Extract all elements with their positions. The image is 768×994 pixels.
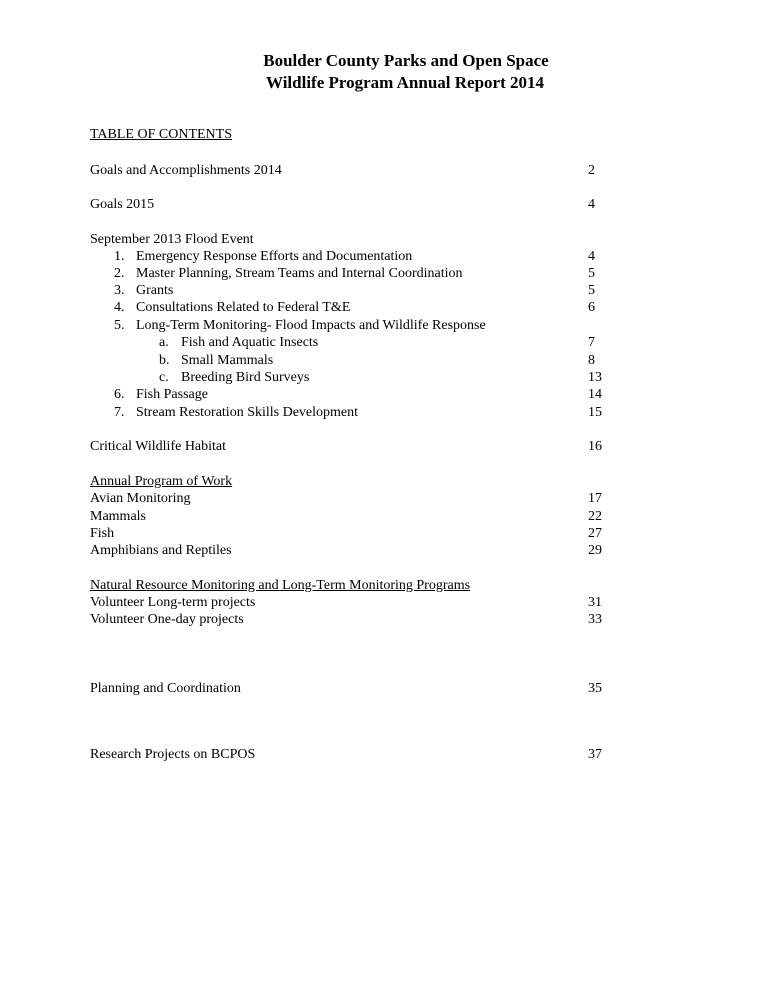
toc-numbered-entry bbox=[114, 282, 173, 299]
toc-entry-label: Research Projects on BCPOS bbox=[90, 747, 256, 762]
entry-number: 7. bbox=[114, 405, 125, 420]
toc-entry-page: 35 bbox=[588, 681, 602, 696]
toc-numbered-entry bbox=[114, 248, 412, 265]
report-title-line-1: Boulder County Parks and Open Space bbox=[263, 51, 549, 70]
toc-sub-entry bbox=[159, 334, 318, 351]
entry-label: Master Planning, Stream Teams and Internal Coordination bbox=[136, 266, 463, 281]
toc-entry-label: Critical Wildlife Habitat bbox=[90, 439, 227, 454]
entry-label: Stream Restoration Skills Development bbox=[136, 405, 359, 420]
toc-numbered-entry bbox=[114, 386, 208, 403]
toc-numbered-entry bbox=[114, 299, 350, 316]
toc-sub-entry bbox=[159, 369, 309, 386]
toc-section-heading: Natural Resource Monitoring and Long-Term Monitoring Programs bbox=[90, 578, 471, 593]
toc-entry-page: 4 bbox=[588, 249, 595, 264]
toc-entry-label: Volunteer One-day projects bbox=[90, 612, 244, 627]
toc-entry-page: 5 bbox=[588, 283, 595, 298]
toc-heading: TABLE OF CONTENTS bbox=[90, 127, 232, 142]
toc-entry-page: 8 bbox=[588, 353, 595, 368]
toc-entry-page: 6 bbox=[588, 300, 595, 315]
toc-entry-label: Amphibians and Reptiles bbox=[90, 543, 232, 558]
entry-number: 5. bbox=[114, 318, 125, 333]
toc-entry-label: Fish bbox=[90, 526, 115, 541]
toc-entry-page: 16 bbox=[588, 439, 602, 454]
entry-letter: c. bbox=[159, 370, 169, 385]
toc-entry-label: Goals 2015 bbox=[90, 197, 155, 212]
toc-entry-label: Goals and Accomplishments 2014 bbox=[90, 163, 282, 178]
toc-entry-page: 27 bbox=[588, 526, 602, 541]
toc-entry-page: 31 bbox=[588, 595, 602, 610]
toc-section-heading: September 2013 Flood Event bbox=[90, 232, 254, 247]
toc-entry-page: 37 bbox=[588, 747, 602, 762]
entry-number: 6. bbox=[114, 387, 125, 402]
entry-letter: a. bbox=[159, 335, 169, 350]
toc-entry-label: Volunteer Long-term projects bbox=[90, 595, 256, 610]
entry-number: 2. bbox=[114, 266, 125, 281]
toc-entry-page: 33 bbox=[588, 612, 602, 627]
toc-entry-page: 5 bbox=[588, 266, 595, 281]
toc-entry-page: 15 bbox=[588, 405, 602, 420]
toc-entry-page: 29 bbox=[588, 543, 602, 558]
toc-entry-page: 14 bbox=[588, 387, 602, 402]
toc-entry-page: 22 bbox=[588, 509, 602, 524]
toc-entry-page: 7 bbox=[588, 335, 595, 350]
entry-number: 4. bbox=[114, 300, 125, 315]
entry-label: Fish Passage bbox=[136, 387, 208, 402]
report-title-line-2: Wildlife Program Annual Report 2014 bbox=[266, 73, 544, 92]
entry-label: Long-Term Monitoring- Flood Impacts and Wildlife Response bbox=[136, 318, 486, 333]
toc-section-heading: Annual Program of Work bbox=[90, 474, 233, 489]
entry-label: Consultations Related to Federal T&E bbox=[136, 300, 351, 315]
entry-label: Fish and Aquatic Insects bbox=[181, 335, 319, 350]
toc-entry-page: 13 bbox=[588, 370, 602, 385]
toc-numbered-entry bbox=[114, 317, 486, 334]
toc-numbered-entry bbox=[114, 265, 463, 282]
toc-entry-label: Mammals bbox=[90, 509, 146, 524]
entry-number: 3. bbox=[114, 283, 125, 298]
entry-label: Breeding Bird Surveys bbox=[181, 370, 310, 385]
toc-sub-entry bbox=[159, 352, 273, 369]
toc-entry-label: Avian Monitoring bbox=[90, 491, 191, 506]
toc-entry-page: 4 bbox=[588, 197, 595, 212]
entry-label: Emergency Response Efforts and Documentation bbox=[136, 249, 413, 264]
toc-numbered-entry bbox=[114, 404, 358, 421]
entry-label: Grants bbox=[136, 283, 174, 298]
toc-entry-label: Planning and Coordination bbox=[90, 681, 241, 696]
toc-entry-page: 2 bbox=[588, 163, 595, 178]
entry-label: Small Mammals bbox=[181, 353, 274, 368]
entry-letter: b. bbox=[159, 353, 170, 368]
toc-entry-page: 17 bbox=[588, 491, 602, 506]
entry-number: 1. bbox=[114, 249, 125, 264]
